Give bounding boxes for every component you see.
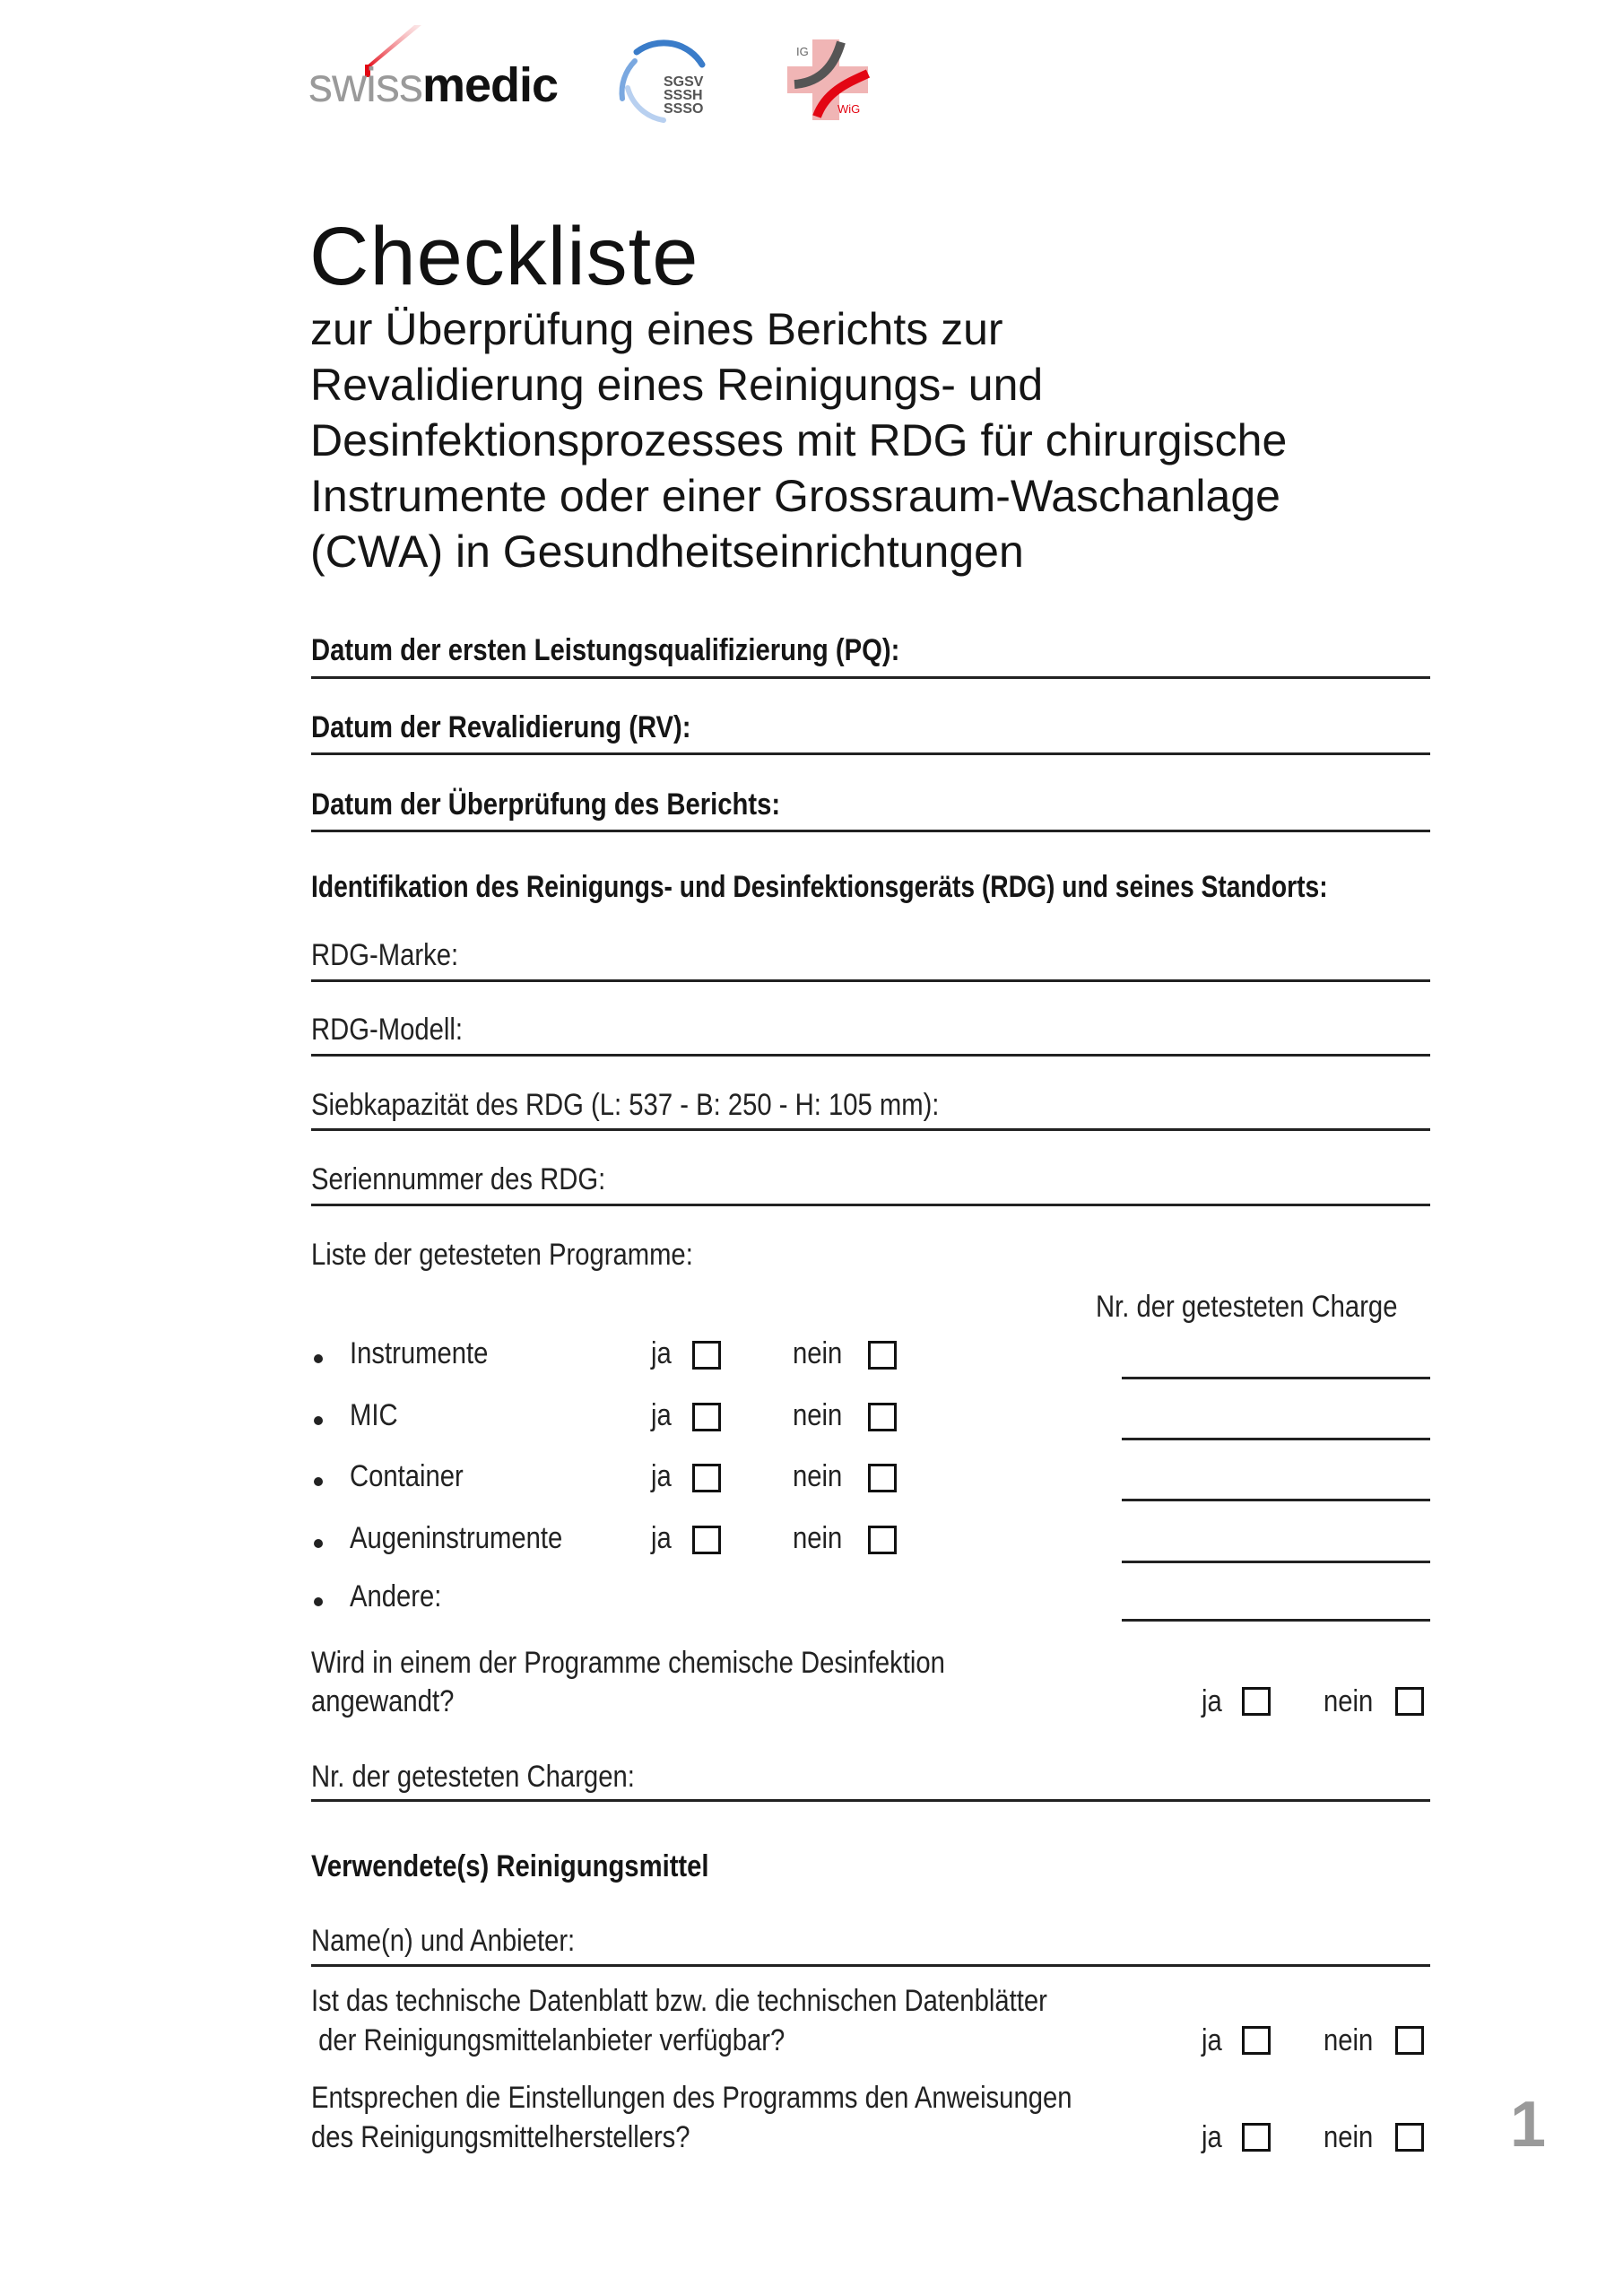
program-container-yes-checkbox[interactable] [692,1464,721,1492]
datasheet-yes-checkbox[interactable] [1242,2026,1271,2055]
no-label: nein [1324,2120,1374,2154]
program-label-andere: Andere: [350,1579,442,1613]
yes-label: ja [1202,1684,1222,1718]
yes-label: ja [651,1398,672,1432]
yes-label: ja [1202,2120,1222,2154]
wig-text: WiG [838,102,861,116]
yes-label: ja [651,1521,672,1555]
charge-field-instrumente[interactable] [1122,1377,1430,1379]
program-label-mic: MIC [350,1398,398,1432]
bullet-icon [314,1597,323,1606]
batches-field[interactable] [311,1799,1430,1802]
rdg-model-label: RDG-Modell: [311,1013,463,1047]
subtitle-line: Revalidierung eines Reinigungs- und [310,360,1044,410]
program-augeninstrumente-no-checkbox[interactable] [868,1526,897,1554]
datasheet-no-checkbox[interactable] [1395,2026,1424,2055]
no-label: nein [1324,1684,1374,1718]
rdg-brand-label: RDG-Marke: [311,938,459,972]
charge-column-header: Nr. der getesteten Charge [1096,1290,1398,1324]
serial-number-field[interactable] [311,1204,1430,1206]
rv-date-label: Datum der Revalidierung (RV): [311,710,691,744]
swissmedic-text-light: swiss [308,58,422,112]
subtitle-line: Desinfektionsprozesses mit RDG für chirurgische [310,415,1288,465]
ig-text: IG [796,45,809,58]
sssh-text: SSSH [664,88,703,103]
charge-field-andere[interactable] [1122,1619,1430,1622]
chemical-yes-checkbox[interactable] [1242,1687,1271,1716]
charge-field-container[interactable] [1122,1499,1430,1501]
no-label: nein [793,1336,843,1370]
review-date-label: Datum der Überprüfung des Berichts: [311,787,781,822]
page-title: Checkliste [309,211,699,302]
cleaning-agent-name-label: Name(n) und Anbieter: [311,1924,576,1958]
rv-date-field[interactable] [311,752,1430,755]
pq-date-label: Datum der ersten Leistungsqualifizierung (PQ): [311,633,900,667]
settings-yes-checkbox[interactable] [1242,2123,1271,2152]
yes-label: ja [1202,2023,1222,2057]
page-subtitle [310,301,1287,579]
sieve-capacity-label: Siebkapazität des RDG (L: 537 - B: 250 - H: 105 mm): [311,1088,940,1122]
program-instrumente-yes-checkbox[interactable] [692,1341,721,1370]
sieve-capacity-field[interactable] [311,1128,1430,1131]
swissmedic-logo [305,18,559,117]
program-label-container: Container [350,1459,464,1493]
program-augeninstrumente-yes-checkbox[interactable] [692,1526,721,1554]
rdg-brand-field[interactable] [311,979,1430,982]
cleaning-agent-name-field[interactable] [311,1964,1430,1967]
bullet-icon [314,1539,323,1548]
batches-label: Nr. der getesteten Chargen: [311,1760,635,1794]
bullet-icon [314,1416,323,1425]
pq-date-field[interactable] [311,676,1430,679]
subtitle-line: (CWA) in Gesundheitseinrichtungen [310,526,1024,577]
programs-heading: Liste der getesteten Programme: [311,1238,693,1272]
no-label: nein [793,1398,843,1432]
bullet-icon [314,1477,323,1486]
page-number: 1 [1510,2089,1547,2161]
program-label-instrumente: Instrumente [350,1336,489,1370]
yes-label: ja [651,1336,672,1370]
datasheet-question-line1: Ist das technische Datenblatt bzw. die technischen Datenblätter [311,1984,1047,2018]
ig-wig-logo [785,38,871,123]
chemical-no-checkbox[interactable] [1395,1687,1424,1716]
charge-field-augeninstrumente[interactable] [1122,1561,1430,1563]
identification-heading: Identifikation des Reinigungs- und Desinfektionsgeräts (RDG) und seines Standorts: [311,870,1328,904]
program-label-augeninstrumente: Augeninstrumente [350,1521,563,1555]
charge-field-mic[interactable] [1122,1438,1430,1440]
program-mic-yes-checkbox[interactable] [692,1403,721,1431]
rdg-model-field[interactable] [311,1054,1430,1057]
sgsv-text: SGSV [664,74,704,90]
serial-number-label: Seriennummer des RDG: [311,1162,606,1196]
subtitle-line: zur Überprüfung eines Berichts zur [310,304,1003,354]
chemical-question-line2: angewandt? [311,1684,455,1718]
swissmedic-text-dark: medic [422,58,559,112]
datasheet-question-line2: der Reinigungsmittelanbieter verfügbar? [311,2023,785,2057]
sgsv-logo [617,36,716,126]
program-container-no-checkbox[interactable] [868,1464,897,1492]
settings-question-line2: des Reinigungsmittelherstellers? [311,2120,690,2154]
cleaning-agents-heading: Verwendete(s) Reinigungsmittel [311,1849,709,1883]
program-instrumente-no-checkbox[interactable] [868,1341,897,1370]
chemical-question-line1: Wird in einem der Programme chemische Desinfektion [311,1646,945,1680]
settings-question-line1: Entsprechen die Einstellungen des Programms den Anweisungen [311,2081,1072,2115]
no-label: nein [793,1521,843,1555]
settings-no-checkbox[interactable] [1395,2123,1424,2152]
program-mic-no-checkbox[interactable] [868,1403,897,1431]
subtitle-line: Instrumente oder einer Grossraum-Waschanlage [310,471,1280,521]
yes-label: ja [651,1459,672,1493]
ssso-text: SSSO [664,101,704,117]
no-label: nein [793,1459,843,1493]
bullet-icon [314,1354,323,1363]
review-date-field[interactable] [311,830,1430,832]
no-label: nein [1324,2023,1374,2057]
